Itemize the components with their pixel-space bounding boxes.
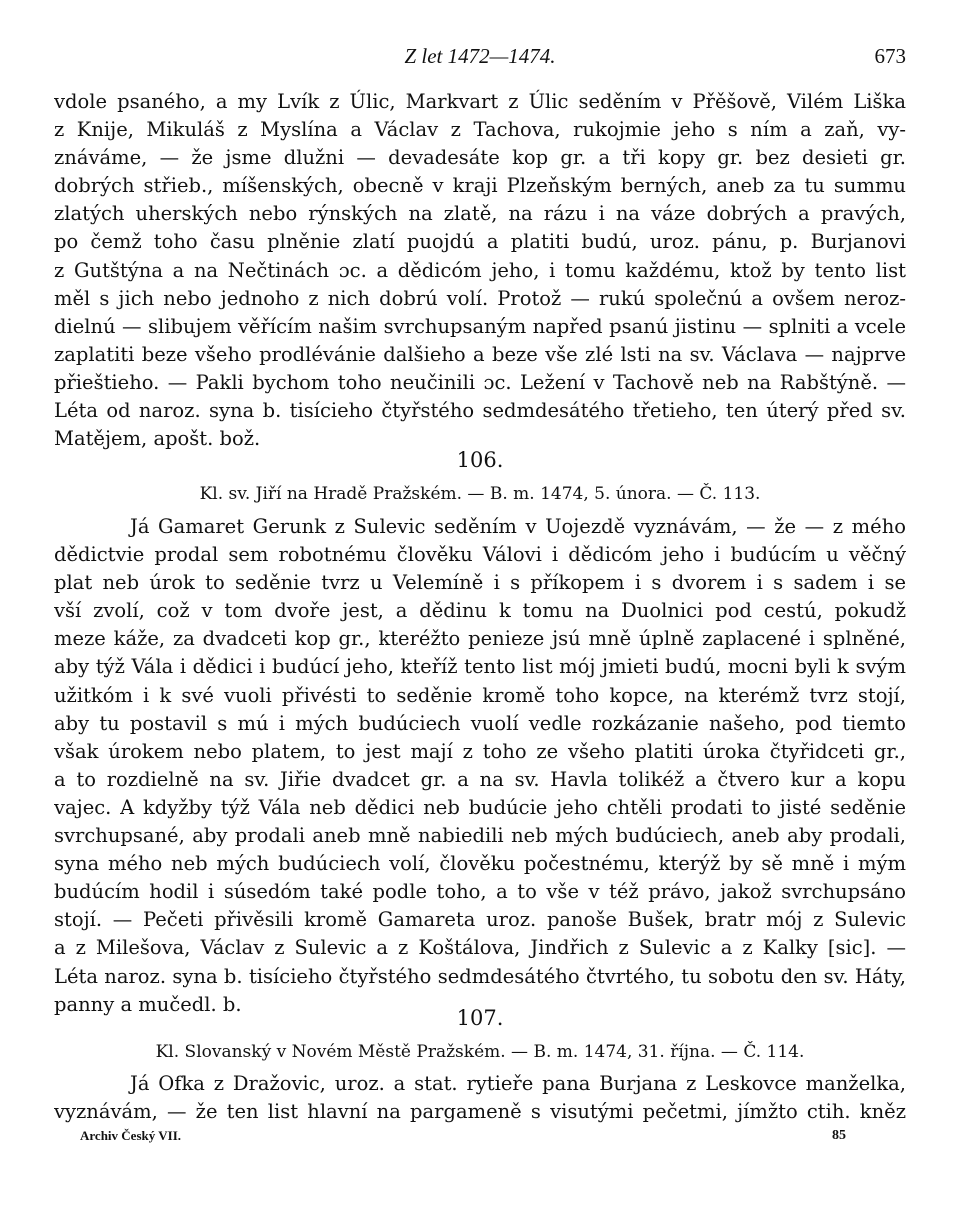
page-footer xyxy=(54,1128,906,1152)
page-number: 673 xyxy=(874,44,906,68)
document-header-106: Kl. sv. Jiří na Hradě Pražském. — B. m. 1474, 5. února. — Č. 113. xyxy=(199,484,761,504)
text-line: přieštieho. — Pakli bychom toho neučinili ɔc. Ležení v Tachově neb na Rabštýně. — xyxy=(54,370,906,394)
text-line: vdole psaného, a my Lvík z Úlic, Markvart z Úlic seděním v Přěšově, Vilém Liška xyxy=(54,90,906,113)
text-line: dobrých střieb., míšenských, obecně v kraji Plzeňským berných, aneb za tu summu xyxy=(54,174,906,198)
text-line: Léta naroz. syna b. tisícieho čtyřstého sedmdesátého čtvrtého, tu sobotu den sv. Háty, xyxy=(54,964,906,988)
text-line: meze káže, za dvadceti kop gr., kteréžto penieze jsú mně úplně zaplacené i splněné, xyxy=(54,627,906,651)
continuation-text xyxy=(54,88,906,453)
text-line: Léta od naroz. syna b. tisícieho čtyřstého sedmdesátého třetieho, ten úterý před sv. xyxy=(54,399,906,423)
text-line: stojí. — Pečeti přivěsili kromě Gamareta uroz. panoše Bušek, bratr mój z Sulevic xyxy=(54,908,906,932)
text-line: vyznávám, — že ten list hlavní na pargameně s visutými pečetmi, jímžto ctih. kněz xyxy=(54,1100,906,1124)
text-line: dielnú — slibujem věřícím našim svrchupsaným napřed psanú jistinu — splniti a vcele xyxy=(54,314,906,338)
text-line: z Gutštýna a na Nečtinách ɔc. a dědicóm jeho, i tomu každému, ktož by tento list xyxy=(54,258,906,282)
text-line: Já Ofka z Dražovic, uroz. a stat. rytieře pana Burjana z Leskovce manželka, xyxy=(130,1072,906,1095)
document-106-text xyxy=(54,513,906,1019)
text-line: zaplatiti beze všeho prodlévánie dalšieho a beze vše zlé lsti na sv. Václava — najprve xyxy=(54,342,906,366)
document-number-107: 107. xyxy=(456,1006,504,1030)
text-line: aby týž Vála i dědici i budúcí jeho, kteříž tento list mój jmieti budú, mocni byli k svým xyxy=(54,655,906,679)
document-number-106: 106. xyxy=(456,448,504,472)
document-header-107: Kl. Slovanský v Novém Městě Pražském. — B. m. 1474, 31. října. — Č. 114. xyxy=(155,1042,805,1062)
text-line: svrchupsané, aby prodali aneb mně nabiedili neb mých budúciech, aneb aby prodali, xyxy=(54,824,906,848)
text-line: plat neb úrok to seděnie tvrz u Velemíně i s příkopem i s dvorem i s sadem i se xyxy=(54,571,906,595)
text-line: znáváme, — že jsme dlužni — devadesáte kop gr. a tři kopy gr. bez desieti gr. xyxy=(54,146,906,170)
text-line: syna mého neb mých budúciech volí, člověku počestnému, kterýž by sě mně i mým xyxy=(54,852,906,876)
text-line: však úrokem nebo platem, to jest mají z toho ze všeho platiti úroka čtyřidceti gr., xyxy=(54,739,906,763)
running-head xyxy=(54,44,906,74)
text-line: vší zvolí, což v tom dvoře jest, a dědinu k tomu na Duolnici pod cestú, pokudž xyxy=(54,599,906,623)
text-line: z Knije, Mikuláš z Myslína a Václav z Tachova, rukojmie jeho s ním a zaň, vy- xyxy=(54,118,906,142)
text-line: aby tu postavil s mú i mých budúciech vuolí vedle rozkázanie našeho, pod tiemto xyxy=(54,711,906,735)
running-title: Z let 1472—1474. xyxy=(404,44,556,68)
text-line: užitkóm i k své vuoli přivésti to seděnie kromě toho kopce, na kterémž tvrz stojí, xyxy=(54,683,906,707)
text-line: a z Milešova, Václav z Sulevic a z Koštálova, Jindřich z Sulevic a z Kalky [sic]. — xyxy=(54,936,906,960)
document-107-text xyxy=(54,1070,906,1126)
text-line: a to rozdielně na sv. Jiřie dvadcet gr. a na sv. Havla tolikéž a čtvero kur a kopu xyxy=(54,767,906,791)
text-line: po čemž toho času plněnie zlatí puojdú a platiti budú, uroz. pánu, p. Burjanovi xyxy=(54,230,906,254)
text-line: Já Gamaret Gerunk z Sulevic seděním v Uojezdě vyznávám, — že — z mého xyxy=(130,515,906,538)
text-line: měl s jich nebo jednoho z nich dobrú volí. Protož — rukú společnú a ovšem neroz- xyxy=(54,286,906,310)
text-line: Matějem, apošt. bož. xyxy=(54,427,261,451)
text-line: zlatých uherských nebo rýnských na zlatě, na rázu i na váze dobrých a pravých, xyxy=(54,202,906,226)
text-line: dědictvie prodal sem robotnému člověku Válovi i dědicóm jeho i budúcím u věčný xyxy=(54,543,906,567)
footer-sheet-number: 85 xyxy=(832,1128,846,1143)
text-line: panny a mučedl. b. xyxy=(54,992,242,1016)
text-line: budúcím hodil i súsedóm také podle toho, a to vše v též právo, jakož svrchupsáno xyxy=(54,880,906,904)
text-line: vajec. A kdyžby týž Vála neb dědici neb budúcie jeho chtěli prodati to jisté seděnie xyxy=(54,795,906,819)
footer-signature: Archiv Český VII. xyxy=(80,1128,182,1143)
